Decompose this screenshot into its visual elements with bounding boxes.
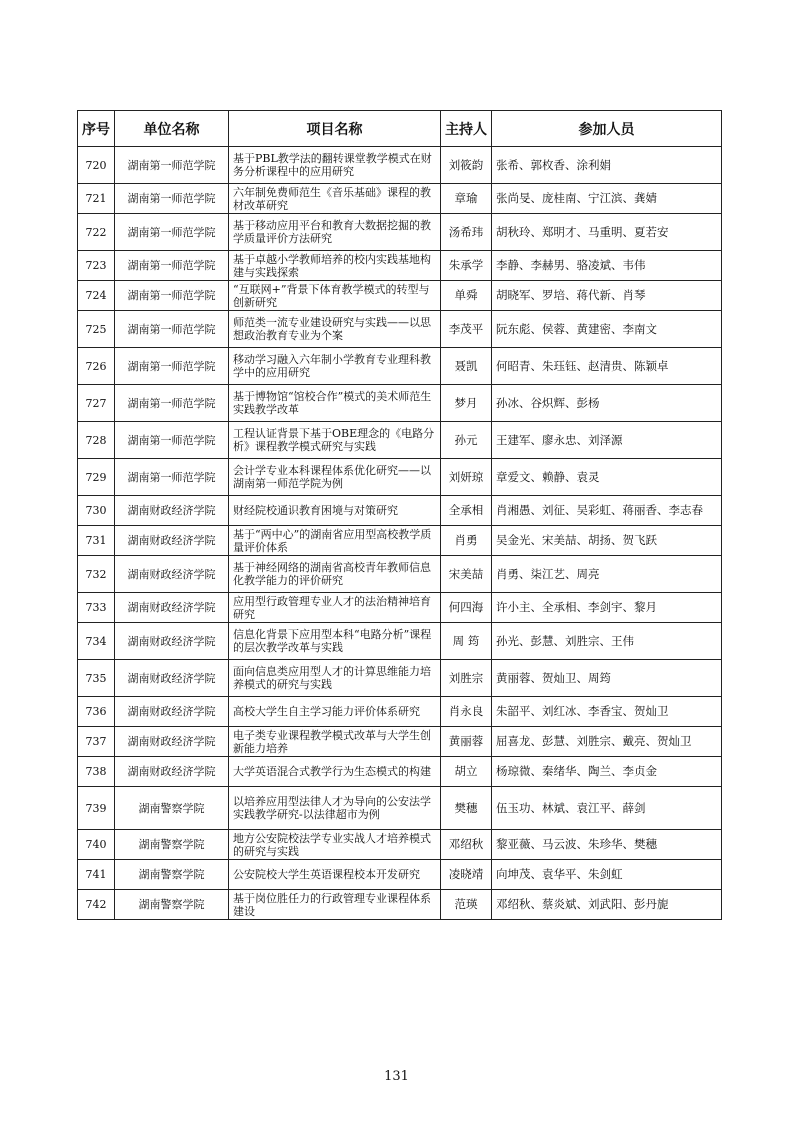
cell-unit-name: 湖南财政经济学院	[115, 556, 229, 593]
table-row	[78, 660, 722, 697]
cell-unit-name: 湖南财政经济学院	[115, 660, 229, 697]
table-row	[78, 593, 722, 623]
cell-host: 汤希玮	[441, 214, 492, 251]
cell-host: 刘妍琼	[441, 459, 492, 496]
cell-project-name: 大学英语混合式教学行为生态模式的构建	[229, 757, 441, 787]
cell-unit-name: 湖南第一师范学院	[115, 459, 229, 496]
table-row	[78, 623, 722, 660]
cell-host: 宋美喆	[441, 556, 492, 593]
cell-participants: 肖湘愚、刘征、吴彩虹、蒋丽香、李志春	[492, 496, 722, 526]
cell-host: 李茂平	[441, 311, 492, 348]
cell-participants: 孙光、彭慧、刘胜宗、王伟	[492, 623, 722, 660]
cell-host: 孙元	[441, 422, 492, 459]
cell-project-name: 基于移动应用平台和教育大数据挖掘的教学质量评价方法研究	[229, 214, 441, 251]
cell-host: 梦月	[441, 385, 492, 422]
header-host: 主持人	[441, 111, 492, 147]
cell-serial-number: 725	[78, 311, 115, 348]
cell-host: 胡立	[441, 757, 492, 787]
table-row	[78, 251, 722, 281]
cell-host: 全承相	[441, 496, 492, 526]
cell-serial-number: 730	[78, 496, 115, 526]
cell-project-name: 会计学专业本科课程体系优化研究——以湖南第一师范学院为例	[229, 459, 441, 496]
cell-unit-name: 湖南警察学院	[115, 890, 229, 920]
header-serial-number: 序号	[78, 111, 115, 147]
cell-serial-number: 732	[78, 556, 115, 593]
cell-project-name: 工程认证背景下基于OBE理念的《电路分析》课程教学模式研究与实践	[229, 422, 441, 459]
cell-serial-number: 729	[78, 459, 115, 496]
table-header-row	[78, 111, 722, 147]
cell-unit-name: 湖南财政经济学院	[115, 593, 229, 623]
table-row	[78, 556, 722, 593]
cell-unit-name: 湖南第一师范学院	[115, 214, 229, 251]
cell-participants: 张希、郭枚香、涂利娟	[492, 147, 722, 184]
cell-participants: 胡晓军、罗培、蒋代新、肖琴	[492, 281, 722, 311]
cell-host: 周 筠	[441, 623, 492, 660]
cell-host: 单舜	[441, 281, 492, 311]
cell-unit-name: 湖南第一师范学院	[115, 385, 229, 422]
cell-serial-number: 727	[78, 385, 115, 422]
table-row	[78, 348, 722, 385]
cell-host: 肖勇	[441, 526, 492, 556]
cell-serial-number: 721	[78, 184, 115, 214]
cell-participants: 伍玉功、林斌、袁江平、薛剑	[492, 787, 722, 830]
cell-serial-number: 735	[78, 660, 115, 697]
cell-unit-name: 湖南第一师范学院	[115, 348, 229, 385]
cell-unit-name: 湖南财政经济学院	[115, 526, 229, 556]
cell-host: 刘筱韵	[441, 147, 492, 184]
cell-participants: 许小主、全承相、李剑宇、黎月	[492, 593, 722, 623]
cell-project-name: 电子类专业课程教学模式改革与大学生创新能力培养	[229, 727, 441, 757]
cell-serial-number: 724	[78, 281, 115, 311]
cell-serial-number: 737	[78, 727, 115, 757]
cell-serial-number: 720	[78, 147, 115, 184]
cell-project-name: 基于“两中心”的湖南省应用型高校教学质量评价体系	[229, 526, 441, 556]
cell-host: 凌晓靖	[441, 860, 492, 890]
cell-host: 朱承学	[441, 251, 492, 281]
cell-participants: 王建军、廖永忠、刘泽源	[492, 422, 722, 459]
table-row	[78, 860, 722, 890]
cell-host: 刘胜宗	[441, 660, 492, 697]
cell-participants: 胡秋玲、郑明才、马重明、夏若安	[492, 214, 722, 251]
cell-serial-number: 731	[78, 526, 115, 556]
table-row	[78, 526, 722, 556]
cell-host: 黄丽蓉	[441, 727, 492, 757]
table-row	[78, 727, 722, 757]
cell-project-name: 面向信息类应用型人才的计算思维能力培养模式的研究与实践	[229, 660, 441, 697]
cell-participants: 黎亚薇、马云波、朱珍华、樊穗	[492, 830, 722, 860]
cell-host: 樊穗	[441, 787, 492, 830]
cell-serial-number: 740	[78, 830, 115, 860]
cell-unit-name: 湖南第一师范学院	[115, 311, 229, 348]
cell-unit-name: 湖南第一师范学院	[115, 184, 229, 214]
cell-participants: 杨琼微、秦绪华、陶兰、李贞金	[492, 757, 722, 787]
header-unit-name: 单位名称	[115, 111, 229, 147]
cell-project-name: 高校大学生自主学习能力评价体系研究	[229, 697, 441, 727]
table-row	[78, 147, 722, 184]
table-row	[78, 830, 722, 860]
cell-serial-number: 722	[78, 214, 115, 251]
cell-serial-number: 733	[78, 593, 115, 623]
cell-serial-number: 734	[78, 623, 115, 660]
table-row	[78, 496, 722, 526]
cell-project-name: 基于PBL教学法的翻转课堂教学模式在财务分析课程中的应用研究	[229, 147, 441, 184]
cell-project-name: 基于博物馆“馆校合作”模式的美术师范生实践教学改革	[229, 385, 441, 422]
cell-participants: 朱韶平、刘红冰、李香宝、贺灿卫	[492, 697, 722, 727]
cell-host: 何四海	[441, 593, 492, 623]
cell-unit-name: 湖南警察学院	[115, 860, 229, 890]
cell-unit-name: 湖南第一师范学院	[115, 422, 229, 459]
cell-project-name: 信息化背景下应用型本科“电路分析”课程的层次教学改革与实践	[229, 623, 441, 660]
table-row	[78, 311, 722, 348]
header-project-name: 项目名称	[229, 111, 441, 147]
table-row	[78, 422, 722, 459]
projects-table-container	[77, 110, 721, 920]
cell-serial-number: 723	[78, 251, 115, 281]
cell-project-name: “互联网+”背景下体育教学模式的转型与创新研究	[229, 281, 441, 311]
cell-project-name: 基于神经网络的湖南省高校青年教师信息化教学能力的评价研究	[229, 556, 441, 593]
cell-host: 章瑜	[441, 184, 492, 214]
cell-project-name: 应用型行政管理专业人才的法治精神培育研究	[229, 593, 441, 623]
cell-participants: 何昭青、朱珏钰、赵清贵、陈颖卓	[492, 348, 722, 385]
cell-participants: 向坤茂、袁华平、朱剑虹	[492, 860, 722, 890]
cell-project-name: 基于岗位胜任力的行政管理专业课程体系建设	[229, 890, 441, 920]
table-row	[78, 184, 722, 214]
cell-host: 肖永良	[441, 697, 492, 727]
cell-participants: 张尚旻、庞桂南、宁江滨、龚婧	[492, 184, 722, 214]
projects-table	[77, 110, 722, 920]
cell-serial-number: 728	[78, 422, 115, 459]
cell-project-name: 财经院校通识教育困境与对策研究	[229, 496, 441, 526]
table-row	[78, 385, 722, 422]
cell-unit-name: 湖南警察学院	[115, 787, 229, 830]
header-participants: 参加人员	[492, 111, 722, 147]
cell-unit-name: 湖南财政经济学院	[115, 623, 229, 660]
cell-unit-name: 湖南第一师范学院	[115, 281, 229, 311]
cell-unit-name: 湖南警察学院	[115, 830, 229, 860]
cell-participants: 李静、李赫男、骆凌斌、韦伟	[492, 251, 722, 281]
cell-project-name: 六年制免费师范生《音乐基础》课程的教材改革研究	[229, 184, 441, 214]
cell-serial-number: 739	[78, 787, 115, 830]
cell-project-name: 公安院校大学生英语课程校本开发研究	[229, 860, 441, 890]
cell-project-name: 以培养应用型法律人才为导向的公安法学实践教学研究-以法律超市为例	[229, 787, 441, 830]
cell-host: 范瑛	[441, 890, 492, 920]
cell-participants: 黄丽蓉、贺灿卫、周筠	[492, 660, 722, 697]
cell-unit-name: 湖南第一师范学院	[115, 251, 229, 281]
cell-participants: 章爱文、赖静、袁灵	[492, 459, 722, 496]
cell-serial-number: 736	[78, 697, 115, 727]
cell-unit-name: 湖南财政经济学院	[115, 757, 229, 787]
cell-participants: 吴金光、宋美喆、胡扬、贺飞跃	[492, 526, 722, 556]
cell-unit-name: 湖南第一师范学院	[115, 147, 229, 184]
cell-project-name: 师范类一流专业建设研究与实践——以思想政治教育专业为个案	[229, 311, 441, 348]
cell-serial-number: 742	[78, 890, 115, 920]
cell-unit-name: 湖南财政经济学院	[115, 727, 229, 757]
table-row	[78, 787, 722, 830]
cell-serial-number: 726	[78, 348, 115, 385]
cell-host: 聂凯	[441, 348, 492, 385]
cell-unit-name: 湖南财政经济学院	[115, 697, 229, 727]
table-row	[78, 697, 722, 727]
cell-unit-name: 湖南财政经济学院	[115, 496, 229, 526]
cell-participants: 孙冰、谷炽辉、彭杨	[492, 385, 722, 422]
cell-serial-number: 741	[78, 860, 115, 890]
cell-participants: 肖勇、柒江艺、周亮	[492, 556, 722, 593]
cell-participants: 阮东彪、侯蓉、黄建密、李南文	[492, 311, 722, 348]
page-number: 131	[384, 1069, 409, 1084]
cell-participants: 屈喜龙、彭慧、刘胜宗、戴亮、贺灿卫	[492, 727, 722, 757]
cell-serial-number: 738	[78, 757, 115, 787]
table-row	[78, 214, 722, 251]
table-row	[78, 757, 722, 787]
table-row	[78, 890, 722, 920]
cell-participants: 邓绍秋、蔡炎斌、刘武阳、彭丹旎	[492, 890, 722, 920]
table-row	[78, 281, 722, 311]
cell-project-name: 地方公安院校法学专业实战人才培养模式的研究与实践	[229, 830, 441, 860]
cell-project-name: 移动学习融入六年制小学教育专业理科教学中的应用研究	[229, 348, 441, 385]
table-row	[78, 459, 722, 496]
cell-host: 邓绍秋	[441, 830, 492, 860]
cell-project-name: 基于卓越小学教师培养的校内实践基地构建与实践探索	[229, 251, 441, 281]
